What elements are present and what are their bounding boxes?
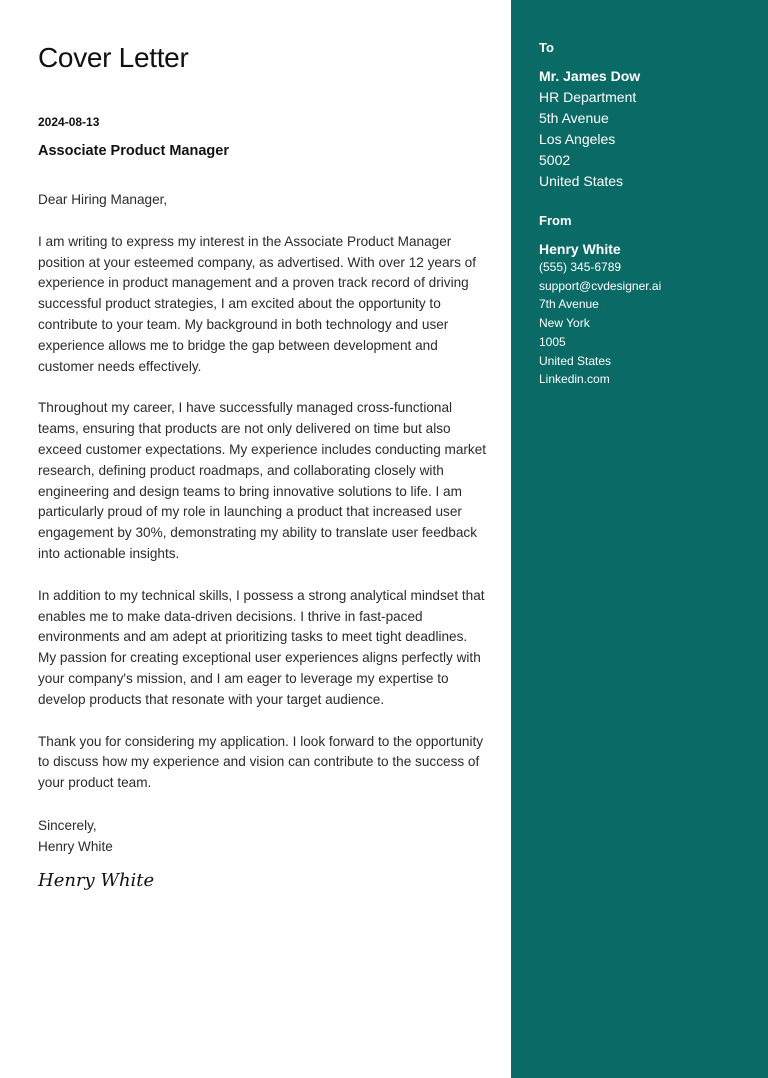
sender-zip: 1005 — [539, 334, 566, 349]
letter-content — [38, 190, 488, 815]
closing-block — [38, 815, 113, 857]
from-heading: From — [539, 213, 572, 228]
letter-date: 2024-08-13 — [38, 115, 100, 129]
paragraph-2: Throughout my career, I have successfully managed cross-functional teams, ensuring that products are not only delivered on time but also exceed customer expectations. My experience includes conducting market research, defining product roadmaps, and collaborating closely with engineering and design teams to bring innovative solutions to life. I am particularly proud of my role in launching a product that increased user engagement by 30%, demonstrating my ability to translate user feedback into actionable insights. — [38, 400, 487, 561]
greeting: Dear Hiring Manager, — [38, 192, 168, 207]
sender-street: 7th Avenue — [539, 297, 599, 312]
sender-website-link[interactable]: Linkedin.com — [539, 372, 610, 387]
signature: Henry White — [38, 870, 155, 891]
sender-block — [539, 239, 661, 389]
recipient-street: 5th Avenue — [539, 110, 609, 126]
sender-country: United States — [539, 353, 612, 368]
to-heading: To — [539, 40, 554, 55]
paragraph-4: Thank you for considering my application. I look forward to the opportunity to discuss how my experience and vision can contribute to the success of your product team. — [38, 733, 484, 791]
position-title: Associate Product Manager — [38, 143, 229, 159]
recipient-department: HR Department — [539, 89, 637, 105]
paragraph-1: I am writing to express my interest in the Associate Product Manager position at your esteemed company, as advertised. With over 12 years of experience in product management and a proven track record of driving successful product strategies, I am excited about the opportunity to contribute to your team. My background in both technology and user experience allows me to bridge the gap between development and customer needs effectively. — [38, 233, 476, 374]
sender-email[interactable]: support@cvdesigner.ai — [539, 278, 662, 293]
contact-sidebar — [511, 0, 768, 1078]
sender-phone[interactable]: (555) 345-6789 — [539, 260, 622, 274]
letter-title: Cover Letter — [38, 42, 189, 73]
recipient-city: Los Angeles — [539, 131, 616, 147]
paragraph-3: In addition to my technical skills, I possess a strong analytical mindset that enables me to make data-driven decisions. I thrive in fast-paced environments and am adept at prioritizing tasks to meet tight deadlines. My passion for creating exceptional user experiences aligns perfectly with your company's mission, and I am eager to leverage my expertise to develop products that resonate with your target audience. — [38, 587, 485, 707]
recipient-name: Mr. James Dow — [539, 68, 641, 84]
sender-name: Henry White — [539, 241, 621, 257]
recipient-country: United States — [539, 173, 624, 189]
sender-city: New York — [539, 316, 590, 331]
recipient-block — [539, 66, 640, 192]
closing-name: Henry White — [38, 839, 113, 854]
closing-phrase: Sincerely, — [38, 818, 97, 833]
recipient-zip: 5002 — [539, 152, 571, 168]
